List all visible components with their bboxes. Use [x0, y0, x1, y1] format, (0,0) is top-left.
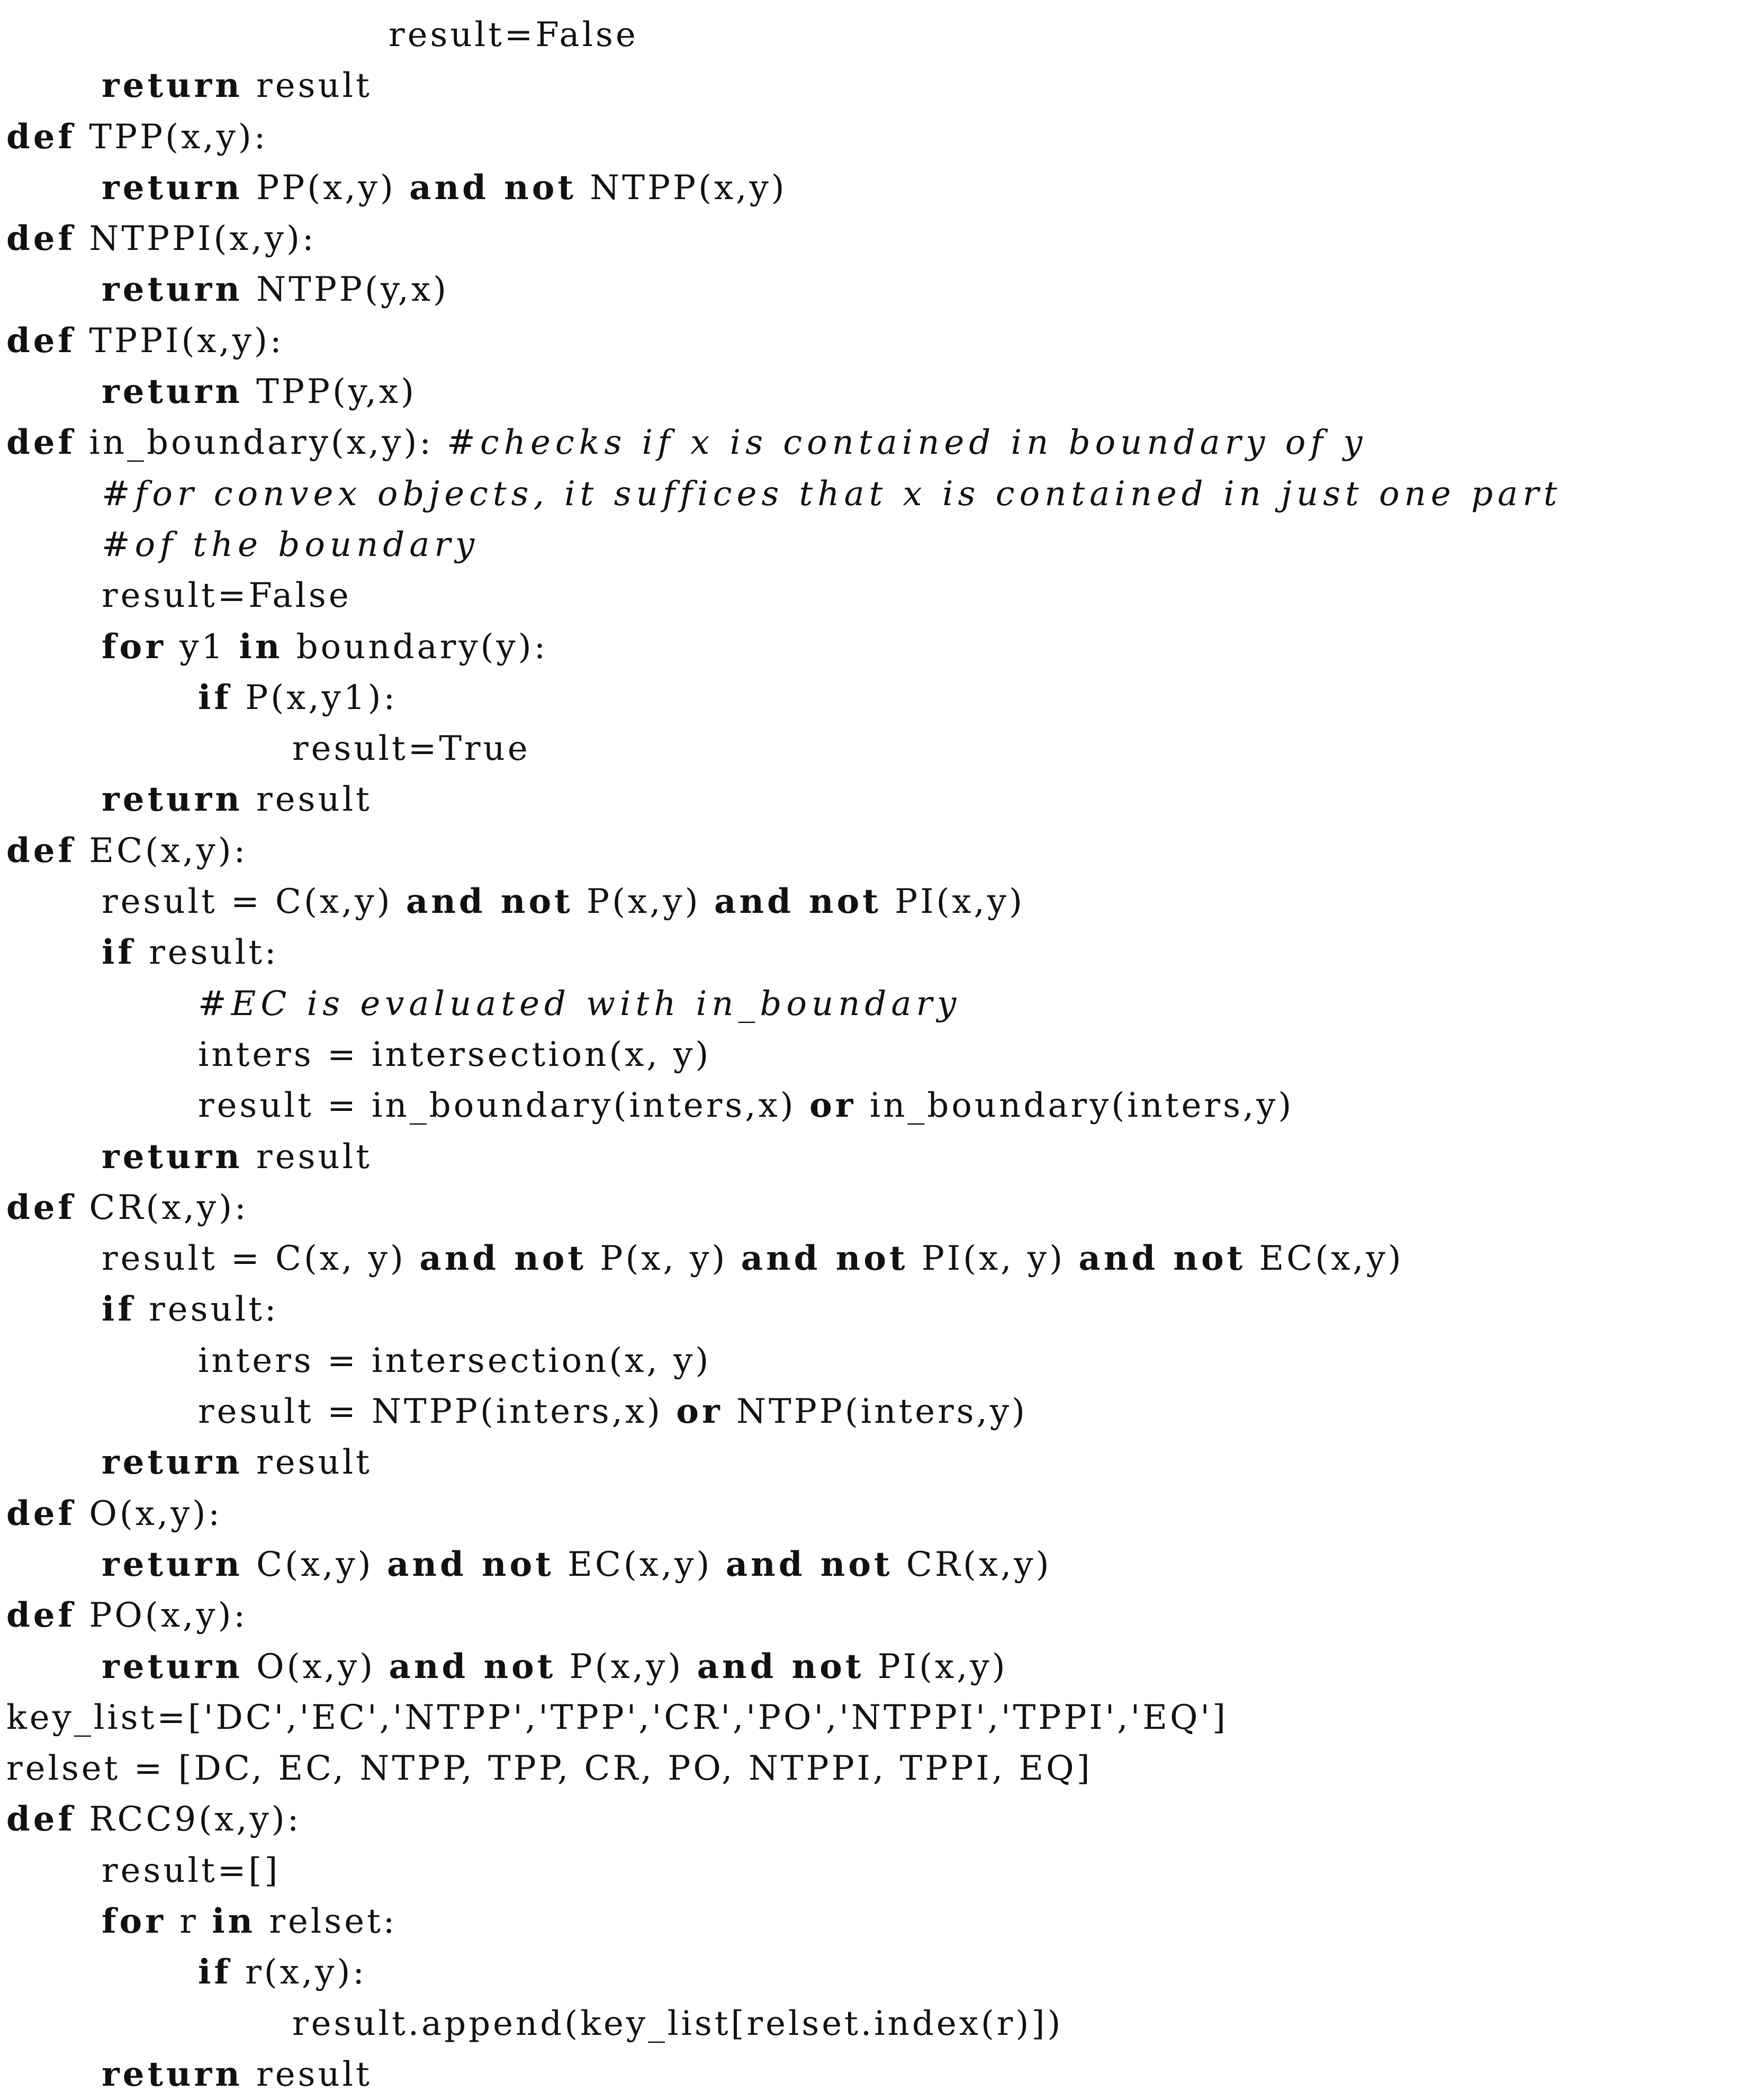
- code-text: result:: [135, 1290, 279, 1330]
- code-keyword: def: [6, 1493, 76, 1533]
- code-text: in_boundary(inters,y): [856, 1086, 1294, 1126]
- code-text: RCC9(x,y):: [76, 1800, 302, 1839]
- code-text: P(x, y): [587, 1239, 741, 1279]
- code-text: O(x,y): [242, 1647, 389, 1686]
- code-keyword: return: [102, 1646, 243, 1686]
- code-line: [6, 10, 1737, 60]
- code-text: inters = intersection(x, y): [198, 1035, 711, 1074]
- code-text: NTPP(y,x): [242, 270, 449, 310]
- code-text: P(x,y): [556, 1647, 697, 1686]
- code-keyword: def: [6, 116, 76, 157]
- code-text: result: [242, 66, 372, 106]
- code-listing: [6, 0, 1737, 2100]
- code-line: [6, 1998, 1737, 2049]
- code-text: EC(x,y): [1246, 1239, 1404, 1279]
- code-text: CR(x,y):: [76, 1188, 249, 1227]
- code-text: EC(x,y): [554, 1545, 726, 1584]
- code-text: result=True: [292, 729, 530, 769]
- code-line: [6, 417, 1737, 468]
- code-line: [6, 979, 1737, 1029]
- code-text: NTPPI(x,y):: [76, 219, 317, 259]
- code-text: EC(x,y):: [76, 831, 248, 870]
- code-keyword: return: [102, 372, 243, 412]
- code-keyword: or: [676, 1392, 723, 1432]
- code-text: result=False: [102, 576, 352, 616]
- code-line: [6, 1488, 1737, 1539]
- code-line: [6, 366, 1737, 417]
- code-keyword: return: [102, 1442, 243, 1483]
- code-line: [6, 213, 1737, 264]
- code-line: [6, 1743, 1737, 1794]
- code-text: r(x,y):: [231, 1953, 367, 1993]
- code-keyword: if: [198, 1952, 232, 1993]
- code-text: NTPP(inters,y): [723, 1392, 1028, 1432]
- code-line: [6, 1539, 1737, 1590]
- code-text: TPP(x,y):: [76, 117, 268, 157]
- code-text: TPP(y,x): [242, 372, 417, 412]
- code-keyword: and not: [1078, 1239, 1246, 1279]
- code-line: [6, 1029, 1737, 1080]
- code-text: TPPI(x,y):: [76, 321, 284, 361]
- code-keyword: and not: [725, 1544, 893, 1584]
- code-text: r: [166, 1901, 212, 1941]
- code-text: NTPP(x,y): [576, 168, 787, 208]
- code-keyword: for: [102, 626, 166, 667]
- code-keyword: return: [102, 1544, 243, 1584]
- code-keyword: if: [102, 1289, 136, 1330]
- code-keyword: return: [102, 66, 243, 106]
- code-keyword: def: [6, 423, 76, 463]
- code-text: PI(x, y): [908, 1239, 1079, 1279]
- code-line: [6, 1233, 1737, 1284]
- code-line: [6, 519, 1737, 570]
- code-keyword: return: [102, 167, 243, 208]
- code-keyword: def: [6, 320, 76, 361]
- code-line: [6, 163, 1737, 213]
- code-line: [6, 672, 1737, 723]
- code-line: [6, 1437, 1737, 1488]
- code-keyword: return: [102, 1136, 243, 1177]
- code-line: [6, 1845, 1737, 1896]
- code-keyword: in: [239, 626, 283, 667]
- code-comment: #checks if x is contained in boundary of y: [447, 423, 1367, 463]
- code-text: key_list=['DC','EC','NTPP','TPP','CR','PO','NTPPI','TPPI','EQ']: [6, 1698, 1228, 1737]
- code-keyword: and not: [386, 1544, 554, 1584]
- code-line: [6, 60, 1737, 111]
- code-keyword: and not: [389, 1646, 556, 1686]
- code-text: boundary(y):: [283, 627, 548, 667]
- code-line: [6, 774, 1737, 825]
- code-line: [6, 1794, 1737, 1845]
- code-line: [6, 316, 1737, 366]
- code-keyword: def: [6, 1595, 76, 1636]
- code-text: result:: [135, 933, 279, 973]
- code-line: [6, 1947, 1737, 1998]
- code-keyword: def: [6, 1187, 76, 1227]
- code-line: [6, 1590, 1737, 1641]
- code-keyword: def: [6, 1799, 76, 1839]
- code-text: relset = [DC, EC, NTPP, TPP, CR, PO, NTPPI, TPPI, EQ]: [6, 1749, 1093, 1789]
- code-comment: #for convex objects, it suffices that x is contained in just one part: [102, 474, 1562, 514]
- code-line: [6, 112, 1737, 163]
- code-keyword: def: [6, 219, 76, 259]
- code-line: [6, 469, 1737, 519]
- code-line: [6, 723, 1737, 774]
- code-text: PP(x,y): [242, 168, 410, 208]
- code-line: [6, 927, 1737, 978]
- code-line: [6, 2049, 1737, 2100]
- code-text: PO(x,y):: [76, 1596, 248, 1636]
- code-keyword: def: [6, 830, 76, 870]
- code-text: C(x,y): [242, 1545, 387, 1584]
- code-keyword: return: [102, 779, 243, 820]
- code-text: P(x,y1):: [231, 678, 398, 717]
- code-text: result: [242, 780, 372, 820]
- code-keyword: and not: [419, 1239, 587, 1279]
- code-line: [6, 1182, 1737, 1233]
- code-comment: #EC is evaluated with in_boundary: [198, 984, 961, 1024]
- code-text: result: [242, 1137, 372, 1177]
- code-line: [6, 264, 1737, 315]
- code-text: O(x,y):: [76, 1494, 222, 1533]
- code-keyword: or: [809, 1085, 857, 1126]
- code-line: [6, 1641, 1737, 1692]
- code-line: [6, 1692, 1737, 1743]
- code-line: [6, 622, 1737, 672]
- code-keyword: return: [102, 2054, 243, 2094]
- code-line: [6, 1896, 1737, 1947]
- code-text: PI(x,y): [864, 1647, 1008, 1686]
- code-text: result: [242, 1443, 372, 1483]
- code-text: result=[]: [102, 1851, 281, 1890]
- code-text: relset:: [256, 1901, 398, 1941]
- code-line: [6, 1386, 1737, 1437]
- code-text: result = C(x, y): [102, 1239, 420, 1279]
- code-keyword: and not: [409, 167, 576, 208]
- code-keyword: in: [212, 1901, 256, 1941]
- code-line: [6, 876, 1737, 927]
- code-keyword: for: [102, 1901, 166, 1941]
- code-text: PI(x,y): [881, 882, 1025, 922]
- code-text: result = C(x,y): [102, 882, 406, 922]
- code-text: P(x,y): [573, 882, 714, 922]
- code-keyword: if: [102, 932, 136, 973]
- code-keyword: if: [198, 677, 232, 717]
- code-text: inters = intersection(x, y): [198, 1341, 711, 1380]
- code-text: result: [242, 2054, 372, 2094]
- code-keyword: and not: [741, 1239, 908, 1279]
- code-text: in_boundary(x,y):: [76, 423, 447, 463]
- code-line: [6, 1335, 1737, 1386]
- code-text: result = NTPP(inters,x): [198, 1392, 677, 1432]
- code-line: [6, 825, 1737, 876]
- code-line: [6, 1080, 1737, 1131]
- code-line: [6, 570, 1737, 621]
- code-keyword: and not: [714, 882, 881, 922]
- code-keyword: return: [102, 270, 243, 310]
- code-line: [6, 1284, 1737, 1335]
- code-text: y1: [166, 627, 239, 667]
- code-text: result.append(key_list[relset.index(r)]): [292, 2004, 1064, 2043]
- code-keyword: and not: [697, 1646, 864, 1686]
- code-keyword: and not: [406, 882, 573, 922]
- code-text: result=False: [389, 15, 638, 55]
- code-line: [6, 1132, 1737, 1182]
- code-comment: #of the boundary: [102, 525, 480, 564]
- code-text: CR(x,y): [893, 1545, 1052, 1584]
- code-text: result = in_boundary(inters,x): [198, 1086, 809, 1126]
